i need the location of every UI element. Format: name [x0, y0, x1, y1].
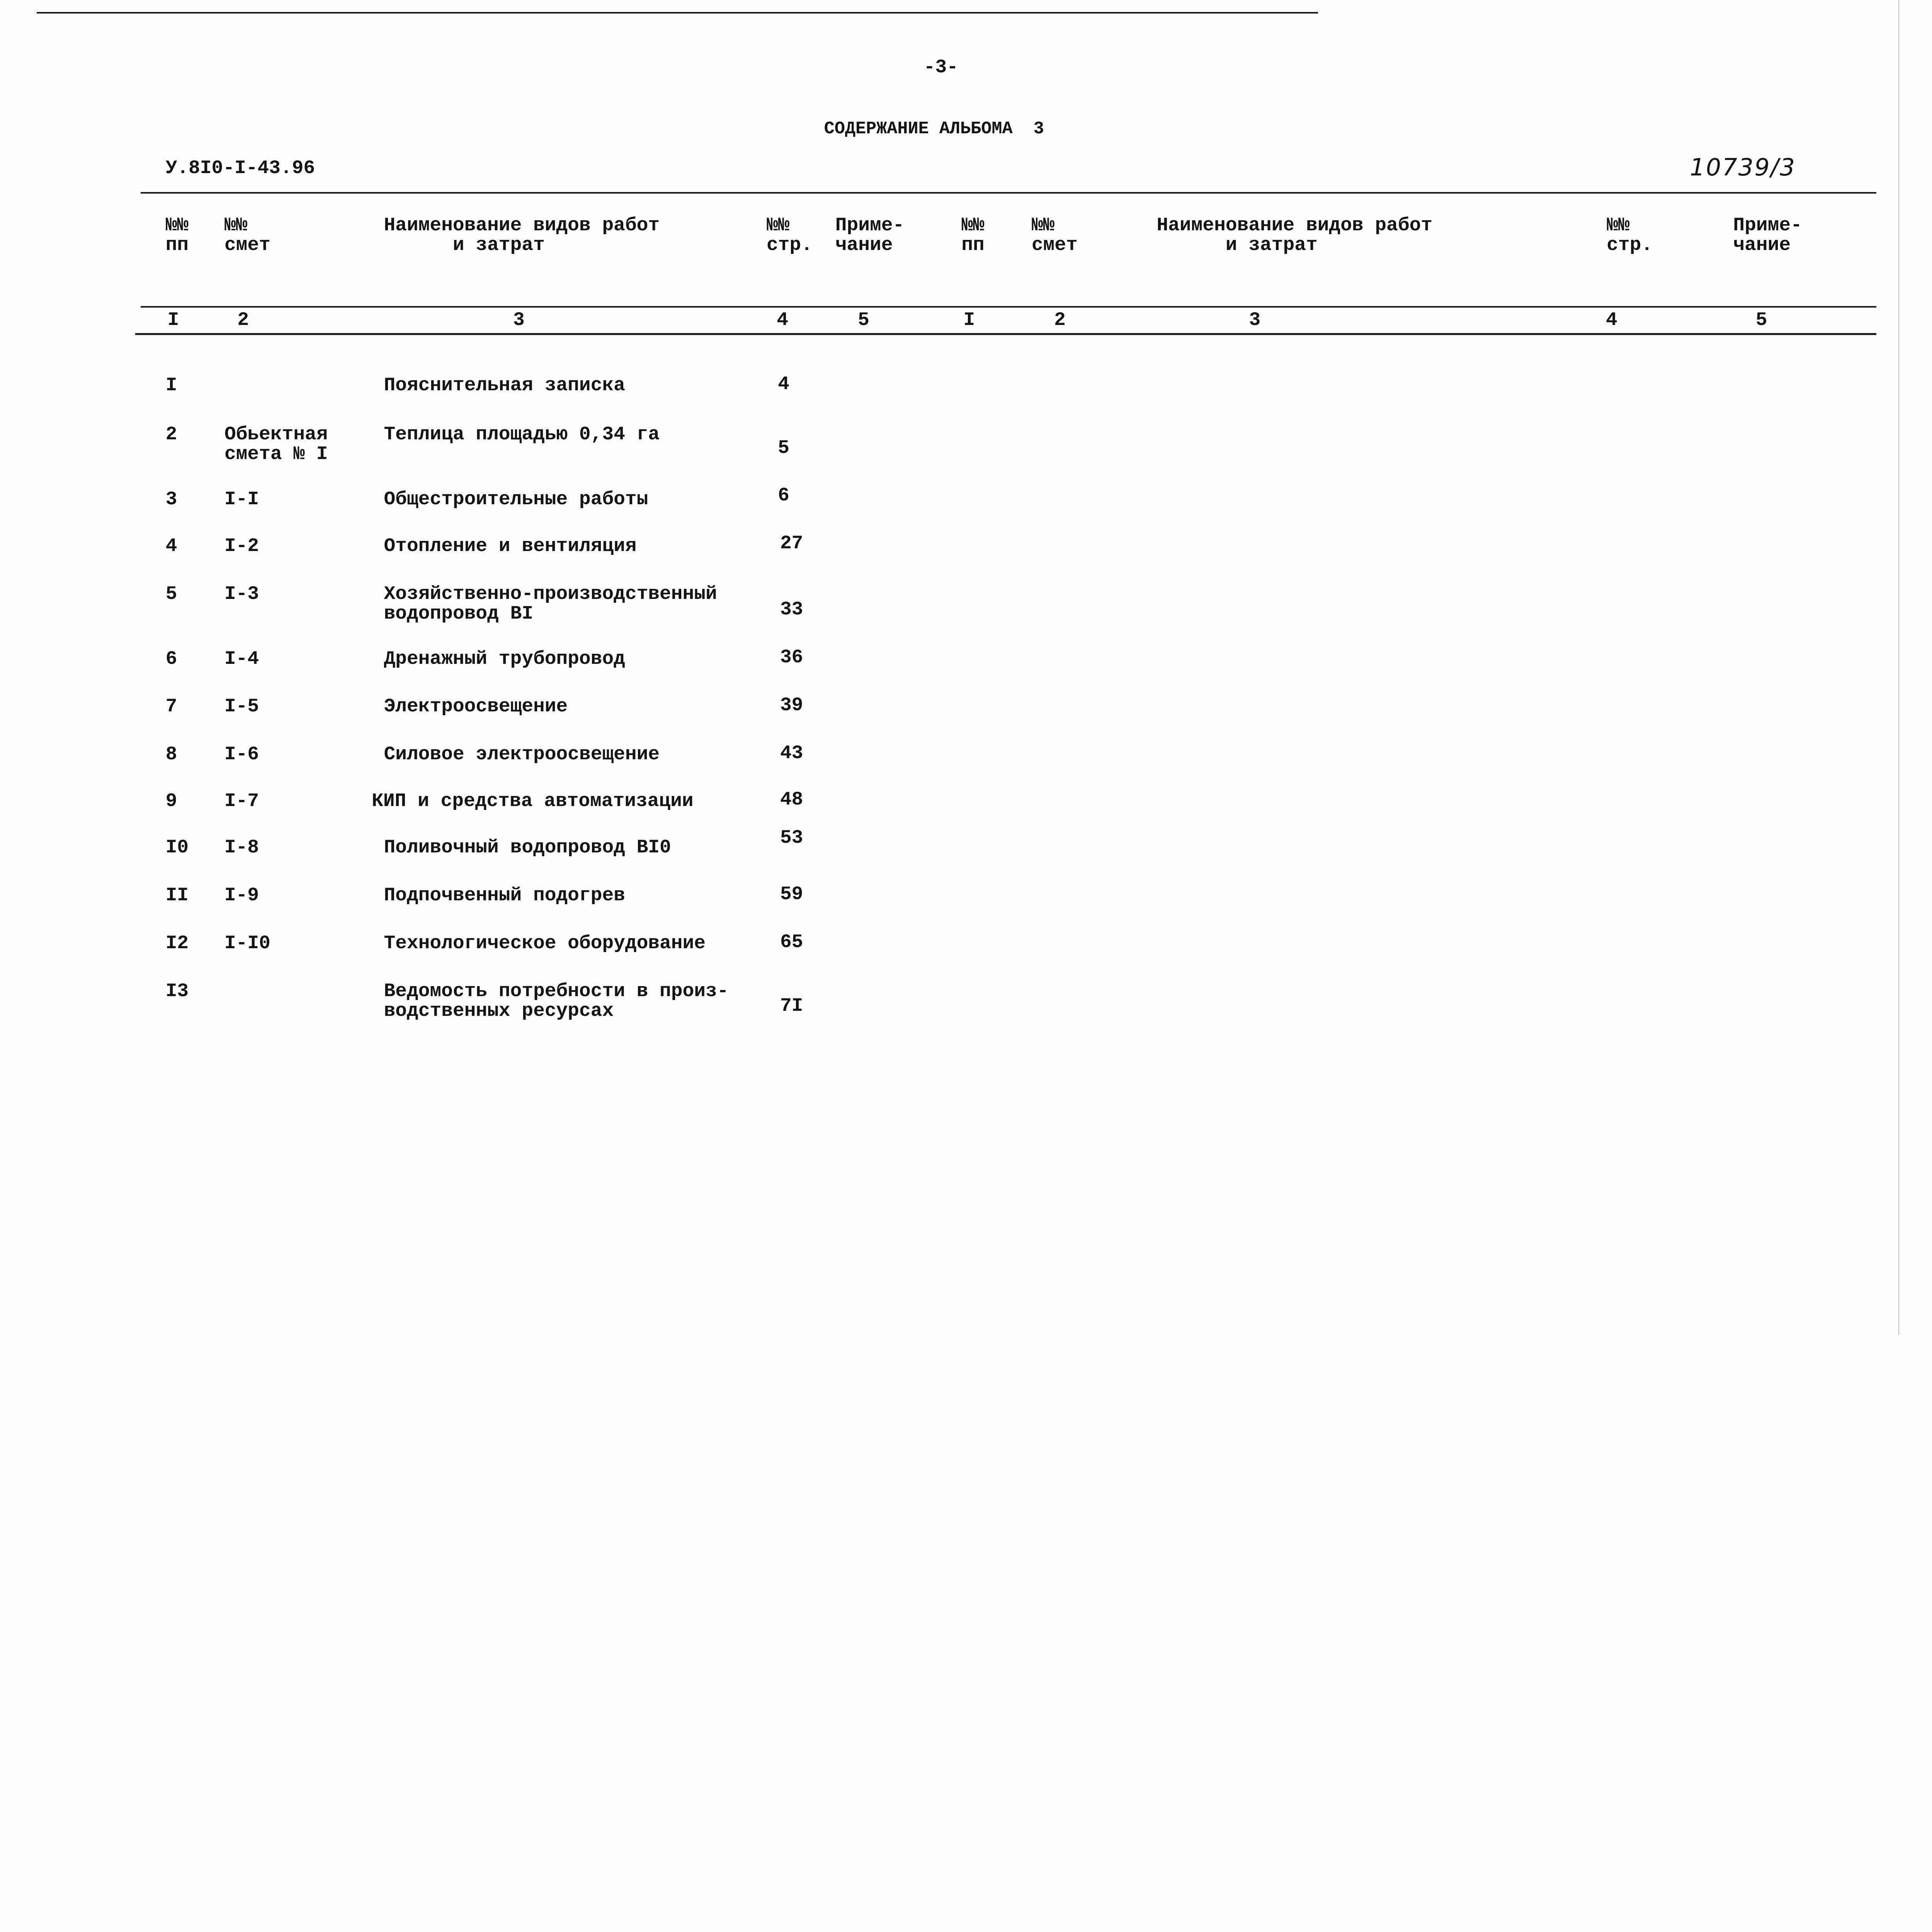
column-number: 2	[237, 309, 249, 331]
row-page: 53	[780, 827, 803, 849]
document-code: У.8I0-I-43.96	[165, 157, 315, 179]
row-name: Электроосвещение	[384, 696, 568, 718]
row-estimate: I-7	[224, 790, 259, 812]
top-scan-line	[37, 12, 1318, 14]
row-name: Отопление и вентиляция	[384, 535, 637, 557]
row-estimate: I-I0	[224, 932, 270, 954]
row-page: 39	[780, 694, 803, 716]
column-number: 3	[513, 309, 525, 331]
row-number: I3	[165, 980, 189, 1002]
row-estimate: I-2	[224, 535, 259, 557]
row-number: I2	[165, 932, 189, 954]
column-number: 5	[1755, 309, 1767, 331]
header-right-name: Наименование видов работ и затрат	[1156, 214, 1433, 256]
row-number: 3	[165, 488, 177, 510]
row-estimate: I-4	[224, 648, 259, 670]
row-name: КИП и средства автоматизации	[372, 790, 694, 812]
column-number: 2	[1054, 309, 1066, 331]
column-number: 3	[1249, 309, 1261, 331]
row-page: 36	[780, 646, 803, 668]
row-name: Общестроительные работы	[384, 488, 648, 510]
row-number: 9	[165, 790, 177, 812]
row-page: 43	[780, 742, 803, 764]
row-number: 5	[165, 583, 177, 605]
row-page: 6	[778, 485, 789, 507]
row-estimate: I-6	[224, 743, 259, 765]
row-estimate: I-I	[224, 488, 259, 510]
header-left-page: №№ стр.	[766, 214, 813, 256]
row-estimate: I-9	[224, 884, 259, 906]
page-title: СОДЕРЖАНИЕ АЛЬБОМА 3	[824, 118, 1044, 139]
row-estimate: I-8	[224, 837, 259, 859]
header-right-estimate: №№ смет	[1031, 214, 1078, 256]
row-number: I	[165, 374, 177, 396]
row-number: 4	[165, 535, 177, 557]
column-number: I	[167, 309, 179, 331]
header-left-no: №№ пп	[165, 214, 189, 256]
handwritten-number: 10739/3	[1690, 154, 1796, 182]
column-number: 4	[777, 309, 788, 331]
row-name: Хозяйственно-производственный водопровод BI	[384, 583, 717, 624]
row-name: Технологическое оборудование	[384, 932, 706, 954]
column-numbers-rule	[135, 333, 1877, 335]
row-number: I0	[165, 837, 189, 859]
column-number: 5	[858, 309, 869, 331]
row-number: 7	[165, 696, 177, 718]
row-name: Дренажный трубопровод	[384, 648, 625, 670]
row-page: 65	[780, 931, 803, 953]
page-number: -3-	[923, 56, 958, 78]
header-left-note: Приме- чание	[835, 214, 905, 256]
row-page: 5	[778, 437, 789, 459]
row-name: Пояснительная записка	[384, 374, 625, 396]
row-page: 4	[778, 373, 789, 395]
row-page: 59	[780, 883, 803, 905]
header-right-page: №№ стр.	[1607, 214, 1653, 256]
header-left-estimate: №№ смет	[224, 214, 270, 256]
row-page: 27	[780, 532, 803, 554]
header-bottom-rule	[141, 306, 1876, 308]
table-top-rule	[141, 192, 1876, 194]
row-number: II	[165, 884, 189, 906]
row-number: 8	[165, 743, 177, 765]
header-right-note: Приме- чание	[1733, 214, 1802, 256]
row-name: Теплица площадью 0,34 га	[384, 423, 660, 446]
row-number: 6	[165, 648, 177, 670]
column-number: I	[963, 309, 975, 331]
row-name: Подпочвенный подогрев	[384, 884, 625, 906]
row-name: Ведомость потребности в произ- водственных ресурсах	[384, 980, 729, 1022]
row-name: Силовое электроосвещение	[384, 743, 660, 765]
header-right-no: №№ пп	[961, 214, 985, 256]
row-estimate: I-5	[224, 696, 259, 718]
row-estimate: I-3	[224, 583, 259, 605]
row-name: Поливочный водопровод BI0	[384, 837, 671, 859]
row-number: 2	[165, 423, 177, 446]
row-page: 48	[780, 789, 803, 811]
row-page: 7I	[780, 995, 803, 1017]
column-number: 4	[1605, 309, 1617, 331]
header-left-name: Наименование видов работ и затрат	[384, 214, 660, 256]
row-page: 33	[780, 599, 803, 621]
row-estimate: Обьектная смета № I	[224, 423, 328, 465]
right-edge-line	[1898, 0, 1900, 1335]
